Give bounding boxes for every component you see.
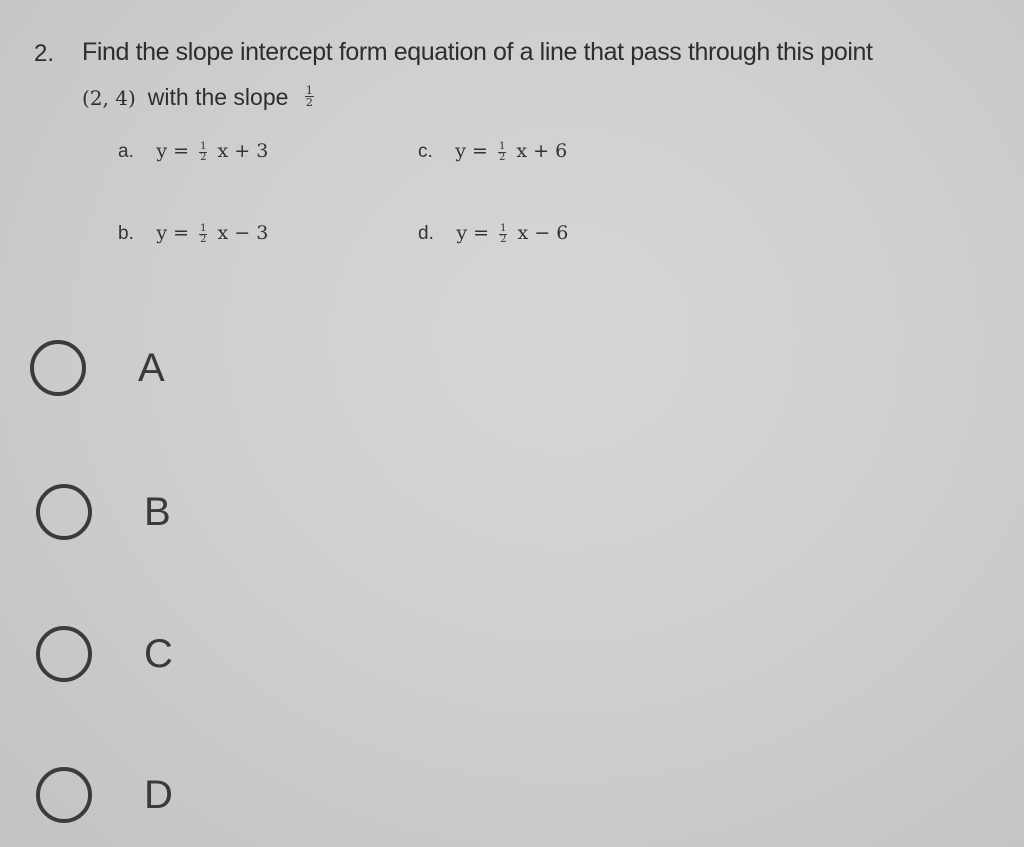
question-point: (2, 4) bbox=[82, 86, 136, 110]
choice-a[interactable] bbox=[30, 333, 165, 403]
option-b bbox=[118, 222, 268, 245]
option-b-denominator: 2 bbox=[200, 233, 207, 245]
choice-c-label[interactable]: C bbox=[144, 631, 173, 676]
option-b-letter: b. bbox=[118, 223, 134, 244]
radio-button-a[interactable] bbox=[30, 340, 86, 396]
question-text-line2 bbox=[82, 84, 314, 111]
option-d-rhs: x − 6 bbox=[517, 222, 569, 244]
question-slope-text: with the slope bbox=[147, 84, 289, 110]
option-d-numerator: 1 bbox=[500, 222, 507, 234]
choice-b-label[interactable]: B bbox=[144, 489, 171, 534]
option-d bbox=[418, 222, 568, 245]
option-a-numerator: 1 bbox=[200, 140, 207, 152]
option-b-rhs: x − 3 bbox=[217, 222, 269, 244]
option-c-fraction bbox=[498, 142, 506, 163]
option-a-denominator: 2 bbox=[200, 151, 207, 163]
choice-c[interactable] bbox=[30, 619, 173, 689]
option-a-rhs: x + 3 bbox=[217, 140, 269, 162]
option-b-fraction bbox=[199, 224, 207, 245]
choice-a-label[interactable]: A bbox=[138, 345, 165, 390]
question-slope-fraction bbox=[305, 85, 314, 108]
option-b-equation bbox=[156, 222, 268, 244]
option-c-rhs: x + 6 bbox=[516, 140, 568, 162]
radio-button-d[interactable] bbox=[36, 767, 92, 823]
option-b-numerator: 1 bbox=[200, 222, 207, 234]
option-d-fraction bbox=[499, 224, 507, 245]
option-a bbox=[118, 140, 268, 163]
slope-denominator: 2 bbox=[305, 96, 313, 110]
option-c-numerator: 1 bbox=[498, 140, 506, 152]
option-b-lhs: y = bbox=[156, 222, 190, 244]
question-text-line1: Find the slope intercept form equation of a line that pass through this point bbox=[82, 38, 873, 66]
option-a-fraction bbox=[199, 142, 207, 163]
option-d-denominator: 2 bbox=[500, 233, 507, 245]
question-block bbox=[0, 0, 1024, 280]
option-a-lhs: y = bbox=[156, 140, 190, 162]
choice-b[interactable] bbox=[30, 477, 171, 547]
option-c-letter: c. bbox=[418, 141, 433, 162]
option-d-equation bbox=[456, 222, 568, 244]
choice-d[interactable] bbox=[30, 760, 173, 830]
option-c-equation bbox=[455, 140, 567, 162]
option-d-lhs: y = bbox=[456, 222, 490, 244]
option-a-letter: a. bbox=[118, 141, 134, 162]
option-c-denominator: 2 bbox=[498, 151, 506, 163]
question-number: 2. bbox=[34, 40, 55, 67]
radio-button-b[interactable] bbox=[36, 484, 92, 540]
slope-numerator: 1 bbox=[305, 84, 313, 98]
option-d-letter: d. bbox=[418, 223, 434, 244]
option-c-lhs: y = bbox=[455, 140, 488, 162]
option-a-equation bbox=[156, 140, 268, 162]
option-c bbox=[418, 140, 567, 163]
radio-button-c[interactable] bbox=[36, 626, 92, 682]
choice-d-label[interactable]: D bbox=[144, 772, 173, 817]
